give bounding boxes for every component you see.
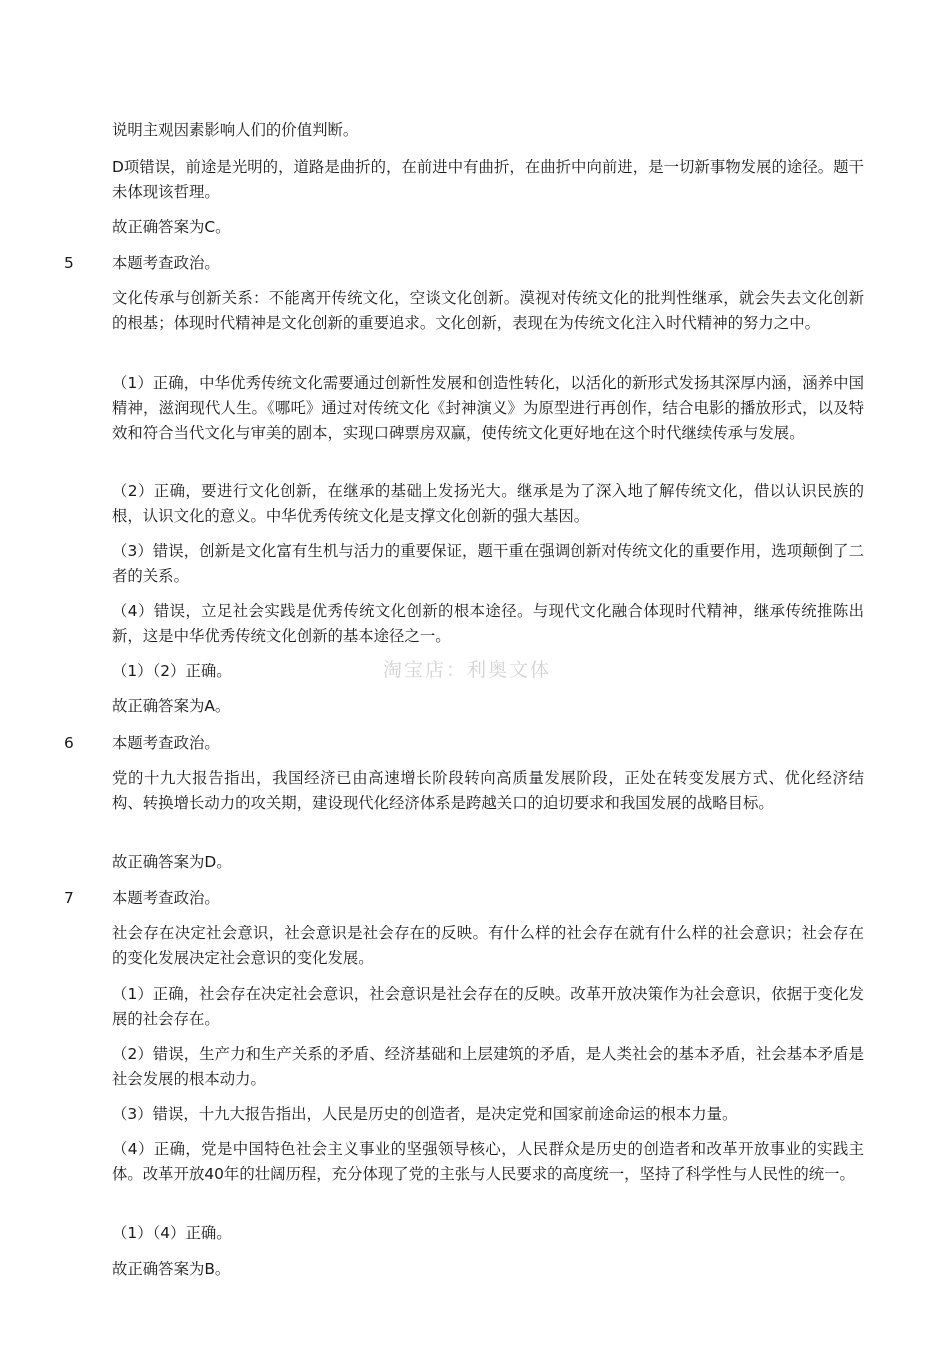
question-number-7: 7 xyxy=(64,889,74,907)
question-6-answer: 故正确答案为D。 xyxy=(112,853,232,871)
question-5-option-1: （1）正确，中华优秀传统文化需要通过创新性发展和创造性转化，以活化的新形式发扬其深厚内涵，涵养中国精神，滋润现代人生。《哪吒》通过对传统文化《封神演义》为原型进行再创作，结合电影的播放形式，以及特效和符合当代文化与审美的剧本，实现口碑票房双赢，使传统文化更好地在这个时代继续传承与发展。 xyxy=(112,374,864,442)
shop-watermark: 淘宝店：利奥文体 xyxy=(383,659,552,681)
question-7-option-4: （4）正确，党是中国特色社会主义事业的坚强领导核心，人民群众是历史的创造者和改革开放事业的实践主体。改革开放40年的壮阔历程，充分体现了党的主张与人民要求的高度统一，坚持了科学性与人民性的统一。 xyxy=(112,1140,864,1183)
question-6-title: 本题考查政治。 xyxy=(112,734,220,752)
question-7-option-2: （2）错误，生产力和生产关系的矛盾、经济基础和上层建筑的矛盾，是人类社会的基本矛盾，社会基本矛盾是社会发展的根本动力。 xyxy=(112,1045,864,1088)
question-5-answer: 故正确答案为A。 xyxy=(112,697,231,715)
question-5-option-4: （4）错误，立足社会实践是优秀传统文化创新的根本途径。与现代文化融合体现时代精神，继承传统推陈出新，这是中华优秀传统文化创新的基本途径之一。 xyxy=(112,602,864,645)
question-5-analysis: 文化传承与创新关系：不能离开传统文化，空谈文化创新。漠视对传统文化的批判性继承，就会失去文化创新的根基；体现时代精神是文化创新的重要追求。文化创新，表现在为传统文化注入时代精神的努力之中。 xyxy=(112,289,864,332)
question-5-option-3: （3）错误，创新是文化富有生机与活力的重要保证，题干重在强调创新对传统文化的重要作用，选项颠倒了二者的关系。 xyxy=(112,542,864,585)
question-number-6: 6 xyxy=(64,734,74,752)
answer-line-q4: 故正确答案为C。 xyxy=(112,218,231,236)
question-7-analysis: 社会存在决定社会意识，社会意识是社会存在的反映。有什么样的社会存在就有什么样的社会意识；社会存在的变化发展决定社会意识的变化发展。 xyxy=(112,924,864,967)
question-7-answer: 故正确答案为B。 xyxy=(112,1260,231,1278)
question-5-option-2: （2）正确，要进行文化创新，在继承的基础上发扬光大。继承是为了深入地了解传统文化，借以认识民族的根，认识文化的意义。中华优秀传统文化是支撑文化创新的强大基因。 xyxy=(112,482,864,525)
question-5-title: 本题考查政治。 xyxy=(112,254,220,272)
paragraph-option-d: D项错误，前途是光明的，道路是曲折的，在前进中有曲折，在曲折中向前进，是一切新事物发展的途径。题干未体现该哲理。 xyxy=(112,158,864,201)
question-7-option-1: （1）正确，社会存在决定社会意识，社会意识是社会存在的反映。改革开放决策作为社会意识，依据于变化发展的社会存在。 xyxy=(112,985,864,1028)
paragraph-subjective-factors: 说明主观因素影响人们的价值判断。 xyxy=(112,121,359,139)
question-7-option-3: （3）错误，十九大报告指出，人民是历史的创造者，是决定党和国家前途命运的根本力量。 xyxy=(112,1105,738,1123)
question-7-summary: （1）（4）正确。 xyxy=(112,1224,232,1242)
question-7-title: 本题考查政治。 xyxy=(112,889,220,907)
question-5-summary: （1）（2）正确。 xyxy=(112,662,232,680)
question-number-5: 5 xyxy=(64,254,74,272)
question-6-analysis: 党的十九大报告指出，我国经济已由高速增长阶段转向高质量发展阶段，正处在转变发展方式、优化经济结构、转换增长动力的攻关期，建设现代化经济体系是跨越关口的迫切要求和我国发展的战略目标。 xyxy=(112,769,864,812)
